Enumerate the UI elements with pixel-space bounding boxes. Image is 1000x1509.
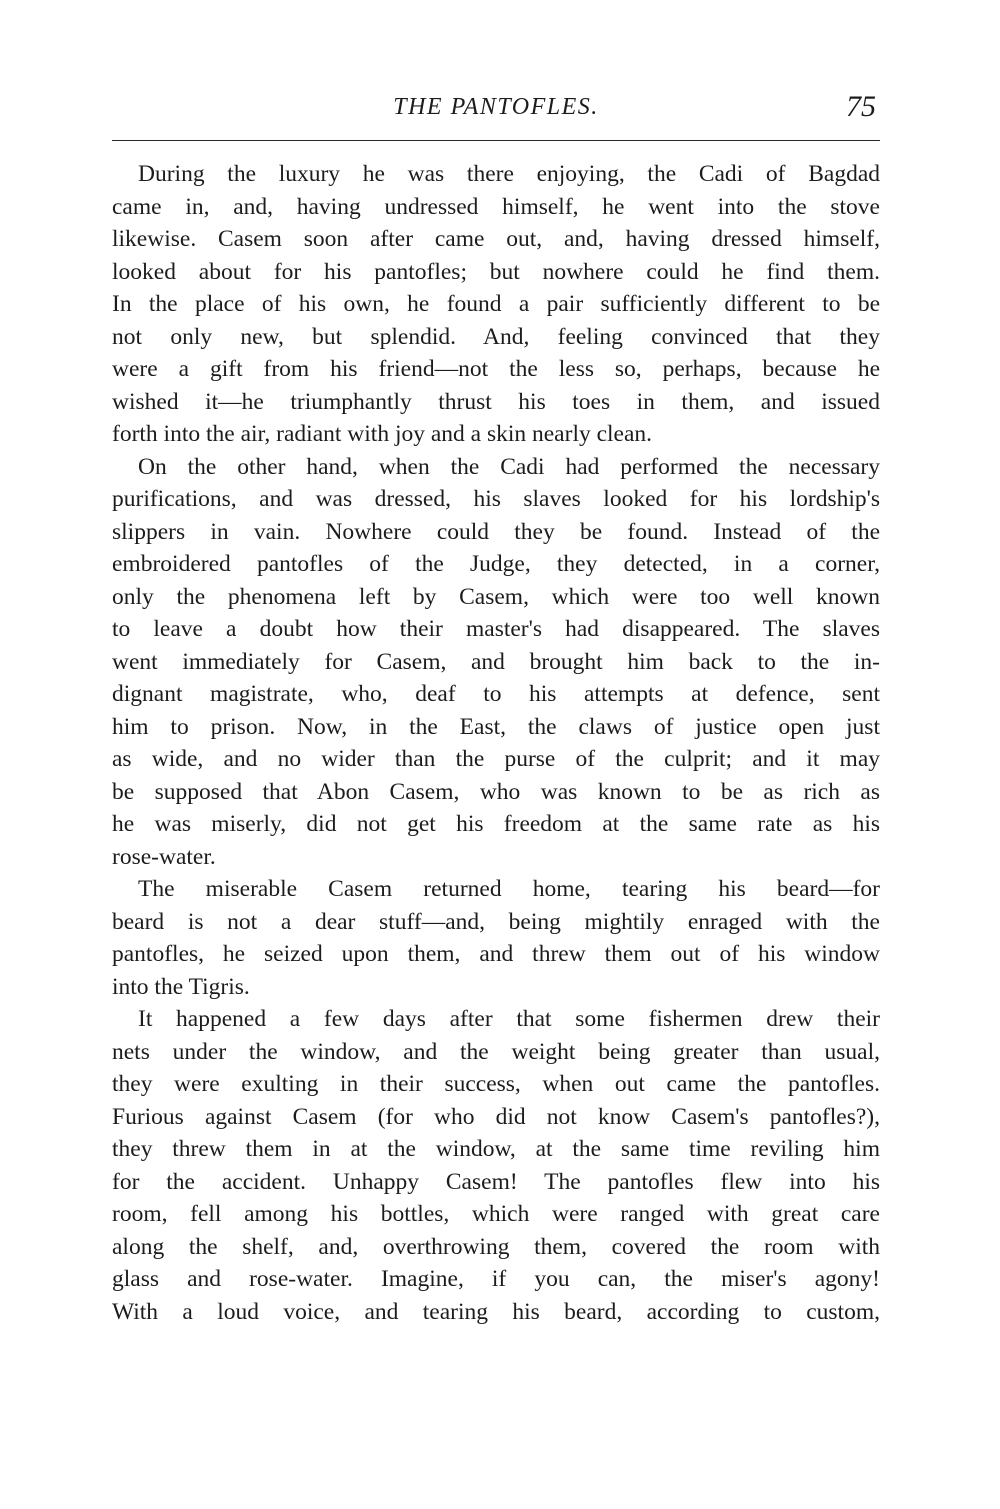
- text-line: not only new, but splendid. And, feeling convinced that they: [112, 323, 880, 350]
- text-line: into the Tigris.: [112, 973, 250, 1000]
- text-line: came in, and, having undressed himself, he went into the stove: [112, 193, 880, 220]
- text-line: be supposed that Abon Casem, who was known to be as rich as: [112, 778, 880, 805]
- text-line: The miserable Casem returned home, tearing his beard—for: [138, 876, 880, 902]
- text-line: Furious against Casem (for who did not know Casem's pantofles?),: [112, 1103, 880, 1130]
- body-text: [112, 158, 880, 1328]
- text-line: pantofles, he seized upon them, and threw them out of his window: [112, 941, 880, 967]
- text-line: to leave a doubt how their master's had disappeared. The slaves: [112, 616, 880, 642]
- text-line: dignant magistrate, who, deaf to his attempts at defence, sent: [112, 681, 880, 707]
- text-line: It happened a few days after that some fishermen drew their: [138, 1006, 880, 1032]
- text-line: went immediately for Casem, and brought him back to the in-: [112, 648, 880, 675]
- text-line: were a gift from his friend—not the less so, perhaps, because he: [112, 356, 880, 382]
- text-line: they were exulting in their success, when out came the pantofles.: [112, 1071, 880, 1097]
- text-line: slippers in vain. Nowhere could they be found. Instead of the: [112, 518, 880, 545]
- running-head: [112, 90, 880, 134]
- text-line: wished it—he triumphantly thrust his toes in them, and issued: [112, 388, 880, 415]
- text-line: him to prison. Now, in the East, the claws of justice open just: [112, 713, 880, 740]
- text-line: as wide, and no wider than the purse of the culprit; and it may: [112, 746, 880, 772]
- text-line: With a loud voice, and tearing his beard, according to custom,: [112, 1298, 880, 1325]
- text-line: rose-water.: [112, 843, 216, 870]
- text-line: During the luxury he was there enjoying, the Cadi of Bagdad: [138, 161, 880, 187]
- text-line: room, fell among his bottles, which were ranged with great care: [112, 1201, 880, 1227]
- text-line: looked about for his pantofles; but nowhere could he find them.: [112, 258, 880, 285]
- text-line: he was miserly, did not get his freedom at the same rate as his: [112, 811, 880, 837]
- text-line: purifications, and was dressed, his slaves looked for his lordship's: [112, 486, 880, 512]
- text-line: likewise. Casem soon after came out, and, having dressed himself,: [112, 226, 880, 252]
- text-line: beard is not a dear stuff—and, being mightily enraged with the: [112, 908, 880, 935]
- text-line: On the other hand, when the Cadi had performed the necessary: [138, 453, 880, 480]
- page-number: 75: [846, 90, 876, 123]
- text-line: nets under the window, and the weight being greater than usual,: [112, 1038, 880, 1065]
- text-line: glass and rose-water. Imagine, if you can, the miser's agony!: [112, 1266, 880, 1292]
- text-line: embroidered pantofles of the Judge, they detected, in a corner,: [112, 551, 880, 577]
- header-rule: [112, 140, 880, 141]
- running-title: THE PANTOFLES.: [393, 94, 599, 120]
- text-line: only the phenomena left by Casem, which were too well known: [112, 583, 880, 610]
- text-line: In the place of his own, he found a pair sufficiently different to be: [112, 291, 880, 317]
- text-line: along the shelf, and, overthrowing them, covered the room with: [112, 1233, 880, 1260]
- text-line: they threw them in at the window, at the same time reviling him: [112, 1136, 880, 1162]
- text-line: for the accident. Unhappy Casem! The pantofles flew into his: [112, 1168, 880, 1195]
- text-line: forth into the air, radiant with joy and a skin nearly clean.: [112, 421, 653, 447]
